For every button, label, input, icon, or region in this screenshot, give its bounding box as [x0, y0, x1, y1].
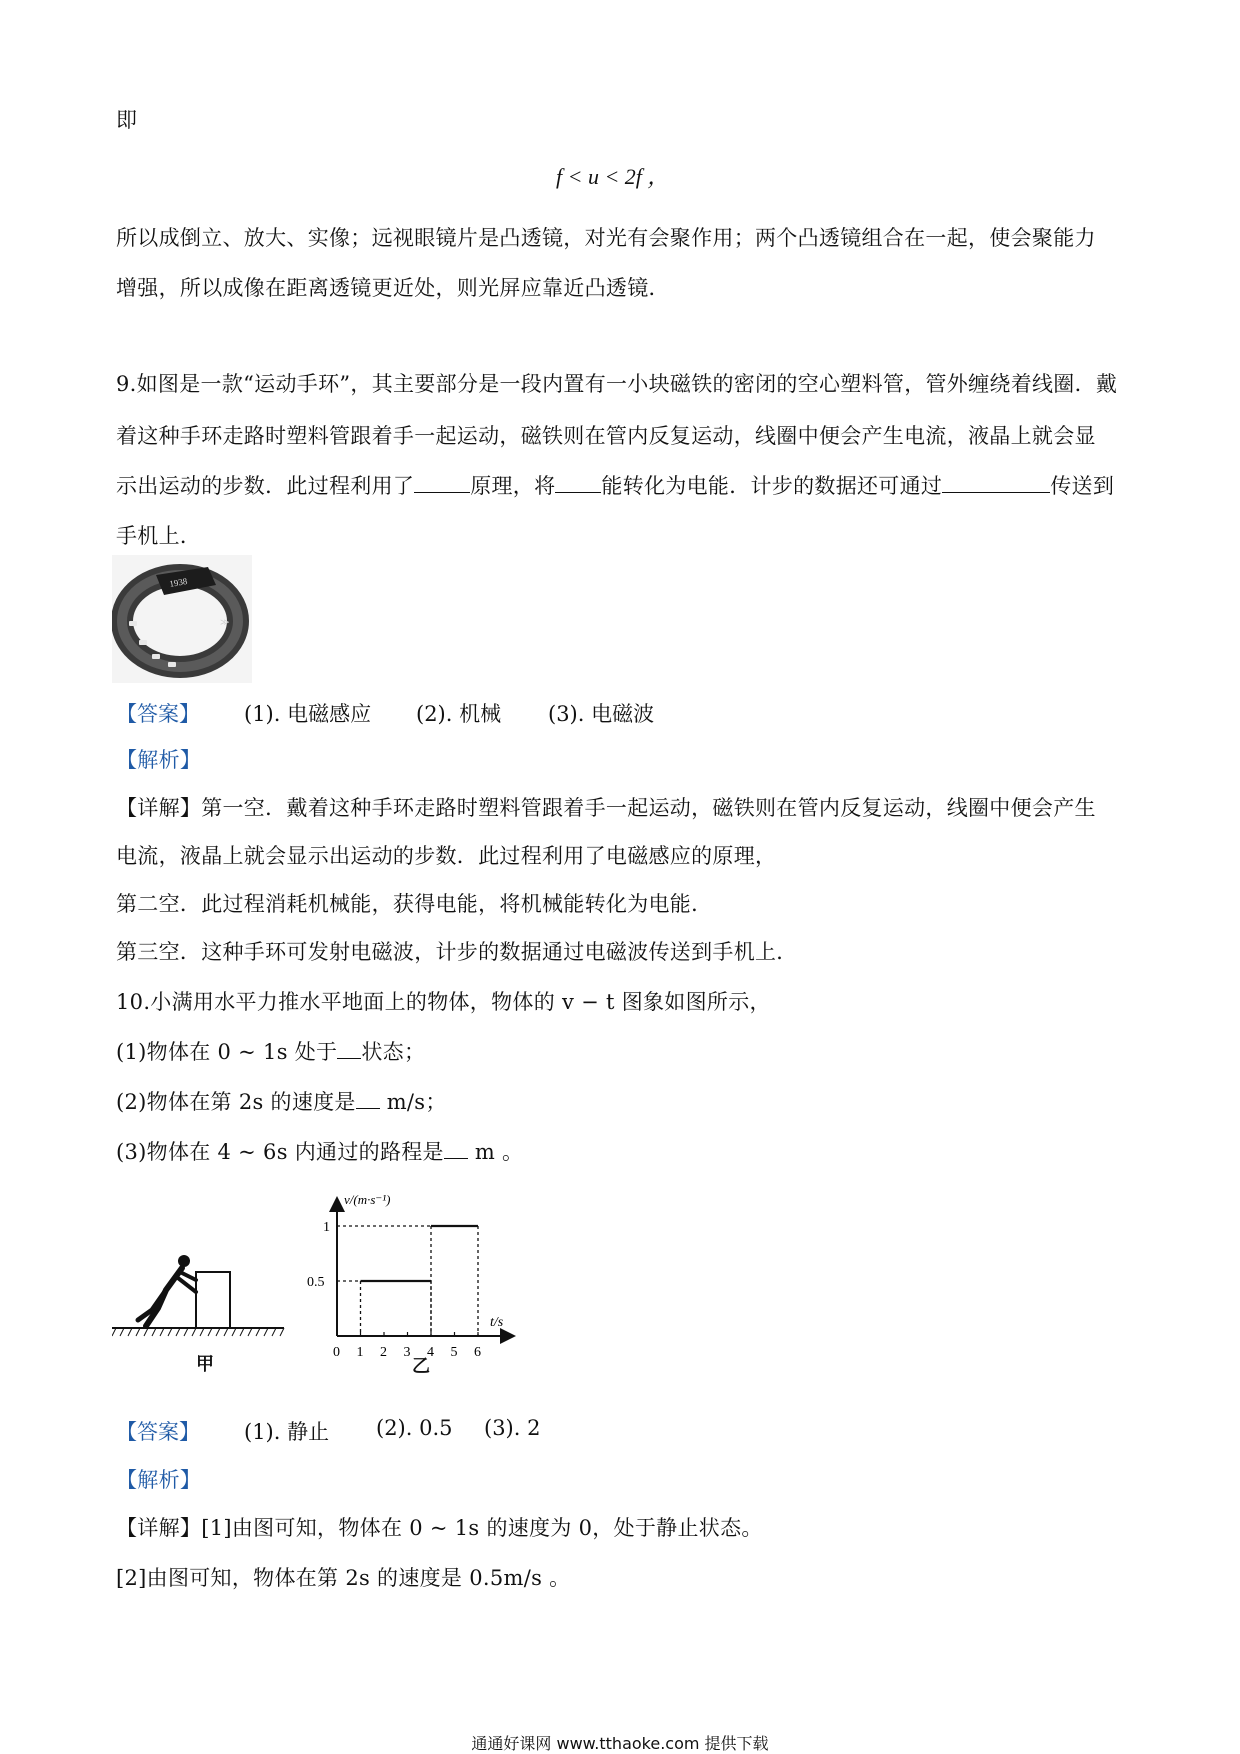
analysis-tag: 【解析】 [116, 748, 202, 772]
x-tick-label: 6 [474, 1345, 481, 1360]
blank-1 [414, 474, 470, 493]
figure-label-jia: 甲 [196, 1354, 214, 1374]
blank-4 [337, 1040, 361, 1059]
q9-line-4: 手机上． [116, 524, 202, 548]
q10-line-2: (1)物体在 0 ~ 1s 处于 状态； [116, 1040, 426, 1064]
x-tick-label: 0 [333, 1345, 340, 1360]
text-line: 增强，所以成像在距离透镜更近处，则光屏应靠近凸透镜． [116, 276, 670, 300]
blank-2 [555, 474, 601, 493]
answer-2: (2). 机械 [416, 702, 502, 726]
footer-source: 通通好课网 www.tthaoke.com 提供下载 [471, 1734, 769, 1753]
blank-3 [942, 474, 1050, 493]
q10-line-3: (2)物体在第 2s 的速度是 m/s； [116, 1090, 447, 1114]
band-screen-text: 1938 [168, 575, 189, 589]
vt-chart [300, 1188, 530, 1383]
y-axis-label: v/(m·s⁻¹) [344, 1192, 391, 1207]
q9-detail-1: 【详解】第一空．戴着这种手环走路时塑料管跟着手一起运动，磁铁则在管内反复运动，线圈中便会产生 [116, 796, 1096, 820]
q9-line-2: 着这种手环走路时塑料管跟着手一起运动，磁铁则在管内反复运动，线圈中便会产生电流，液晶上就会显 [116, 424, 1096, 448]
figure-label-yi: 乙 [412, 1356, 430, 1376]
fitness-band-figure [112, 555, 252, 683]
pushing-box-figure [112, 1248, 288, 1378]
answer-1: (1). 静止 [244, 1420, 330, 1444]
q10-line-1: 10.小满用水平力推水平地面上的物体，物体的 v − t 图象如图所示， [116, 990, 771, 1014]
y-tick-label: 1 [323, 1220, 330, 1235]
blank-5 [356, 1090, 380, 1109]
analysis-tag: 【解析】 [116, 1468, 202, 1492]
q10-line-4: (3)物体在 4 ~ 6s 内通过的路程是 m 。 [116, 1140, 524, 1164]
q9-line-3: 示出运动的步数．此过程利用了 原理，将 能转化为电能．计步的数据还可通过 传送到 [116, 474, 1115, 498]
x-tick-label: 5 [450, 1345, 458, 1360]
q9-line-1: 9.如图是一款“运动手环”，其主要部分是一段内置有一小块磁铁的密闭的空心塑料管，管外缠绕着线圈．戴 [116, 372, 1118, 396]
blank-6 [444, 1140, 468, 1159]
q10-detail-1: 【详解】[1]由图可知，物体在 0 ~ 1s 的速度为 0，处于静止状态。 [116, 1516, 763, 1540]
text-line: 所以成倒立、放大、实像；远视眼镜片是凸透镜，对光有会聚作用；两个凸透镜组合在一起，使会聚能力 [116, 226, 1096, 250]
q9-detail-3: 第二空．此过程消耗机械能，获得电能，将机械能转化为电能． [116, 892, 713, 916]
x-tick-label: 4 [427, 1345, 434, 1360]
q9-detail-2: 电流，液晶上就会显示出运动的步数．此过程利用了电磁感应的原理， [116, 844, 777, 868]
answer-3: (3). 电磁波 [548, 702, 655, 726]
x-tick-label: 2 [380, 1345, 387, 1360]
inequality-formula: f < u < 2f ， [556, 164, 670, 189]
answer-tag: 【答案】 [116, 1420, 200, 1444]
svg-text:≫: ≫ [220, 617, 230, 627]
answer-1: (1). 电磁感应 [244, 702, 372, 726]
y-tick-label: 0.5 [307, 1275, 325, 1290]
answer-2: (2). 0.5 [376, 1416, 453, 1440]
text-line: 即 [116, 108, 138, 132]
answer-tag: 【答案】 [116, 702, 200, 726]
x-axis-label: t/s [490, 1315, 504, 1330]
answer-3: (3). 2 [484, 1416, 541, 1440]
x-tick-label: 1 [356, 1345, 364, 1360]
q10-detail-2: [2]由图可知，物体在第 2s 的速度是 0.5m/s 。 [116, 1566, 571, 1590]
q9-detail-4: 第三空．这种手环可发射电磁波，计步的数据通过电磁波传送到手机上． [116, 940, 798, 964]
x-tick-label: 3 [403, 1345, 411, 1360]
